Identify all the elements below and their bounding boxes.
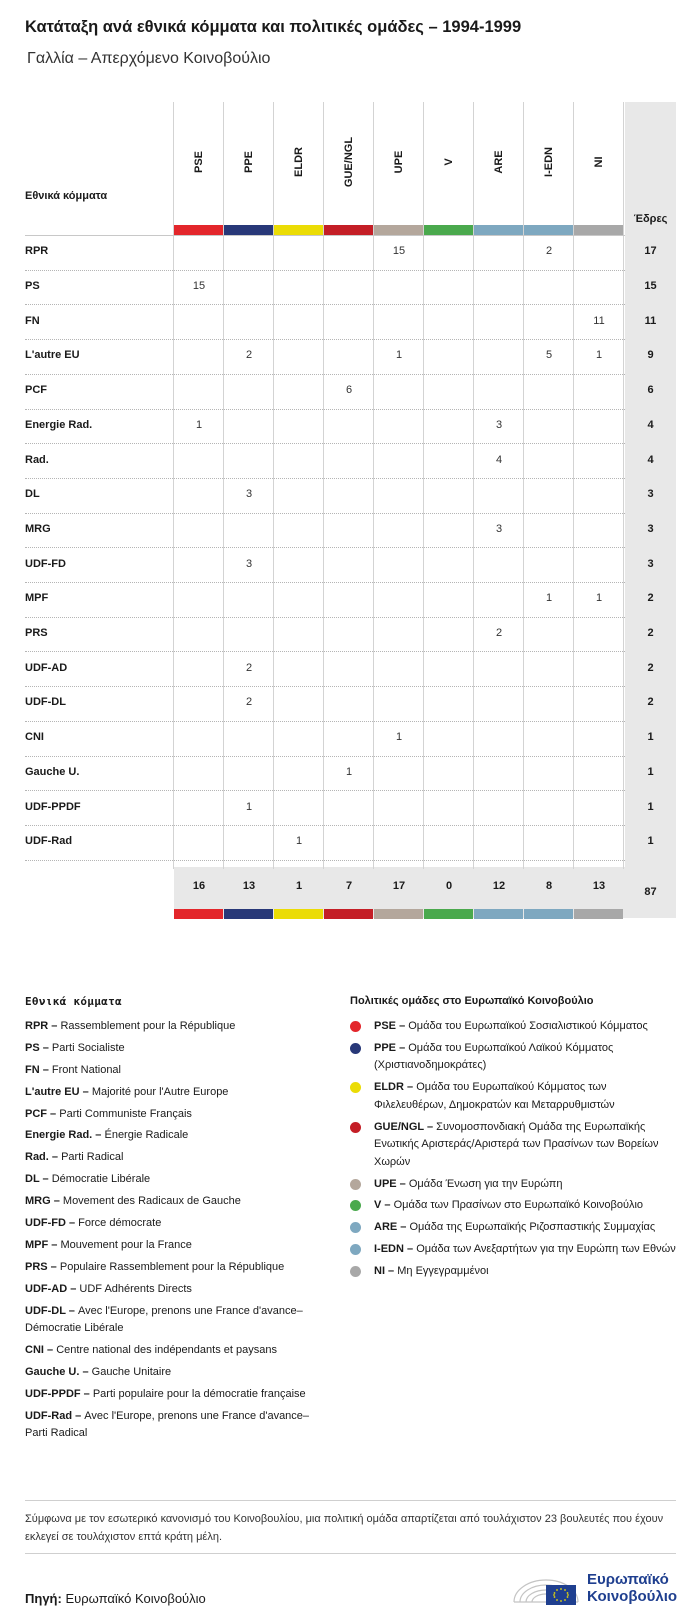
group-header-label: I-EDN	[543, 147, 555, 177]
legend-party-item	[25, 1237, 315, 1255]
legend-group-item	[350, 1263, 680, 1281]
legend-party-name: Gauche Unitaire	[91, 1365, 172, 1378]
legend-group-abbr: UPE –	[374, 1177, 409, 1190]
group-colorbar-bottom	[274, 909, 323, 919]
legend-color-dot-icon	[350, 1122, 361, 1133]
legend-party-item	[25, 1193, 315, 1211]
page-subtitle: Γαλλία – Απερχόμενο Κοινοβούλιο	[27, 50, 271, 67]
row-divider	[25, 686, 625, 687]
row-total: 9	[647, 349, 654, 362]
group-colorbar-top	[474, 225, 523, 235]
group-colorbar-bottom	[424, 909, 473, 919]
legend-color-dot-icon	[350, 1222, 361, 1233]
source-label: Πηγή:	[25, 1591, 62, 1606]
legend-party-name: Mouvement pour la France	[60, 1238, 192, 1251]
logo-line2: Κοινοβούλιο	[587, 1588, 678, 1605]
row-total: 2	[647, 592, 654, 605]
legend-party-name: UDF Adhérents Directs	[79, 1282, 192, 1295]
legend-group-item	[350, 1176, 680, 1194]
legend-party-item	[25, 1215, 315, 1233]
group-colorbar-bottom	[524, 909, 573, 919]
row-divider	[25, 409, 625, 410]
group-header-guengl	[324, 102, 374, 225]
row-total: 1	[647, 800, 654, 813]
divider-top	[25, 1500, 676, 1501]
group-sum: 17	[392, 880, 406, 892]
legend-party-name: Front National	[51, 1063, 121, 1076]
group-header-ppe	[224, 102, 274, 225]
group-colorbar-top	[324, 225, 373, 235]
row-divider	[25, 790, 625, 791]
legend-party-item	[25, 1259, 315, 1277]
legend-party-name: Énergie Radicale	[104, 1129, 189, 1142]
legend-group-abbr: ELDR –	[374, 1081, 417, 1094]
legend-group-item	[350, 1079, 680, 1114]
row-divider	[25, 339, 625, 340]
legend-group-abbr: GUE/NGL –	[374, 1120, 437, 1133]
grand-total: 87	[644, 886, 657, 898]
legend-party-abbr: RPR –	[25, 1020, 61, 1032]
footnote: Σύμφωνα με τον εσωτερικό κανονισμό του Κοινοβουλίου, μια πολιτική ομάδα απαρτίζεται από τουλάχιστον 23 βουλευτές που έχουν εκλεγεί σε τουλάχιστον επτά κράτη μέλη.	[25, 1513, 664, 1543]
table-cell: 2	[245, 661, 253, 674]
group-colorbar-bottom	[474, 909, 523, 919]
table-cell: 2	[245, 349, 253, 362]
eu-flag-icon	[546, 1585, 576, 1605]
table-cell: 1	[345, 765, 353, 778]
table-cell: 2	[495, 627, 503, 640]
row-party-label: PCF	[25, 384, 47, 397]
group-sum: 7	[345, 880, 353, 892]
row-total: 15	[644, 280, 657, 293]
legend-party-item	[25, 1408, 315, 1443]
table-cell: 2	[545, 245, 553, 258]
legend-group-item	[350, 1018, 680, 1036]
legend-party-item	[25, 1040, 315, 1058]
legend-party-abbr: FN –	[25, 1063, 52, 1076]
group-colorbar-top	[424, 225, 473, 235]
row-total: 2	[647, 661, 654, 674]
source	[25, 1591, 206, 1606]
group-header-v	[424, 102, 474, 225]
table-cell: 1	[395, 731, 403, 744]
legend-party-name: Populaire Rassemblement pour la République	[59, 1260, 285, 1273]
legend-color-dot-icon	[350, 1021, 361, 1032]
legend-group-name: Ομάδα του Ευρωπαϊκού Κόμματος των Φιλελευθέρων, Δημοκρατών και Μεταρρυθμιστών	[374, 1081, 615, 1111]
page-title: Κατάταξη ανά εθνικά κόμματα και πολιτικές ομάδες – 1994-1999	[25, 18, 522, 36]
row-party-label: PS	[25, 280, 40, 293]
table-cell: 6	[345, 384, 353, 397]
legend-party-abbr: UDF-Rad –	[25, 1409, 85, 1422]
group-header-label: PSE	[193, 150, 205, 174]
row-party-label: RPR	[25, 245, 49, 258]
row-party-label: UDF-AD	[25, 661, 68, 674]
group-sum: 12	[492, 880, 506, 892]
row-party-label: MPF	[25, 592, 49, 605]
group-colorbar-top	[574, 225, 623, 235]
legend-group-name: Ομάδα του Ευρωπαϊκού Λαϊκού Κόμματος (Χριστιανοδημοκράτες)	[374, 1041, 614, 1072]
group-sum: 16	[192, 880, 206, 892]
legend-party-item	[25, 1342, 315, 1360]
legend-color-dot-icon	[350, 1179, 361, 1190]
group-colorbar-bottom	[374, 909, 423, 919]
group-header-label: V	[443, 158, 455, 166]
group-header-are	[474, 102, 524, 225]
legend-color-dot-icon	[350, 1082, 361, 1093]
table-cell: 3	[245, 488, 253, 501]
legend-group-name: Ομάδα της Ευρωπαϊκής Ριζοσπαστικής Συμμαχίας	[409, 1221, 656, 1234]
row-total: 2	[647, 696, 654, 709]
divider-bottom	[25, 1553, 676, 1554]
row-divider	[25, 235, 625, 236]
legend-party-name: Avec l'Europe, prenons une France d'avance– Démocratie Libérale	[25, 1304, 303, 1335]
group-colorbar-top	[274, 225, 323, 235]
legend-group-name: Ομάδα των Πρασίνων στο Ευρωπαϊκό Κοινοβούλιο	[393, 1199, 644, 1212]
row-divider	[25, 443, 625, 444]
row-divider	[25, 721, 625, 722]
group-colorbar-bottom	[224, 909, 273, 919]
legend-party-item	[25, 1018, 315, 1036]
table-cell: 1	[195, 418, 203, 431]
legend-party-abbr: L'autre EU –	[25, 1085, 92, 1098]
legend-group-name: Ομάδα των Ανεξαρτήτων για την Ευρώπη των Εθνών	[416, 1243, 676, 1256]
row-party-label: MRG	[25, 522, 51, 535]
row-divider	[25, 582, 625, 583]
legend-group-abbr: V –	[374, 1199, 394, 1212]
legend-party-abbr: MRG –	[25, 1195, 63, 1208]
row-total: 3	[647, 522, 654, 535]
row-divider	[25, 651, 625, 652]
group-colorbar-top	[524, 225, 573, 235]
header-seats: Έδρες	[633, 213, 668, 225]
row-party-label: PRS	[25, 627, 48, 640]
table-cell: 3	[495, 522, 503, 535]
legend-color-dot-icon	[350, 1200, 361, 1211]
row-total: 4	[647, 418, 654, 431]
row-party-label: Gauche U.	[25, 765, 80, 778]
row-party-label: UDF-Rad	[25, 835, 73, 848]
row-party-label: L'autre EU	[25, 349, 80, 362]
legend-groups	[350, 1018, 680, 1285]
table-cell: 1	[595, 592, 603, 605]
row-total: 4	[647, 453, 654, 466]
table-cell: 3	[245, 557, 253, 570]
source-value: Ευρωπαϊκό Κοινοβούλιο	[65, 1591, 206, 1606]
row-total: 1	[647, 835, 654, 848]
legend-party-abbr: Energie Rad. –	[25, 1129, 105, 1142]
table-cell: 2	[245, 696, 253, 709]
legend-group-item	[350, 1241, 680, 1259]
group-header-iedn	[524, 102, 574, 225]
group-header-upe	[374, 102, 424, 225]
row-total: 11	[644, 314, 657, 327]
legend-group-abbr: NI –	[374, 1265, 398, 1278]
group-colorbar-top	[374, 225, 423, 235]
row-total: 3	[647, 488, 654, 501]
row-total: 2	[647, 627, 654, 640]
group-colorbar-bottom	[574, 909, 623, 919]
row-total: 1	[647, 731, 654, 744]
group-colorbar-top	[224, 225, 273, 235]
legend-party-item	[25, 1281, 315, 1299]
legend-party-abbr: Rad. –	[25, 1151, 62, 1164]
group-header-pse	[174, 102, 224, 225]
group-header-ni	[574, 102, 624, 225]
group-header-eldr	[274, 102, 324, 225]
row-party-label: UDF-FD	[25, 557, 66, 570]
row-total: 6	[647, 384, 654, 397]
legend-group-abbr: ARE –	[374, 1221, 410, 1234]
row-total: 17	[644, 245, 657, 258]
legend-party-name: Force démocrate	[78, 1217, 162, 1230]
legend-group-name: Μη Εγγεγραμμένοι	[397, 1265, 489, 1278]
header-national-parties: Εθνικά κόμματα	[25, 190, 108, 202]
legend-party-abbr: UDF-FD –	[25, 1217, 79, 1230]
group-sum: 13	[592, 880, 606, 892]
table-cell: 1	[395, 349, 403, 362]
legend-party-abbr: PCF –	[25, 1107, 60, 1120]
table-cell: 1	[295, 835, 303, 848]
row-party-label: Energie Rad.	[25, 418, 93, 431]
group-header-label: PPE	[243, 150, 255, 174]
legend-party-abbr: PS –	[25, 1041, 52, 1054]
group-colorbar-bottom	[174, 909, 223, 919]
table-cell: 3	[495, 418, 503, 431]
legend-party-abbr: DL –	[25, 1173, 52, 1186]
legend-party-name: Centre national des indépendants et paysans	[56, 1343, 277, 1356]
legend-party-name: Movement des Radicaux de Gauche	[62, 1195, 241, 1208]
group-header-label: ELDR	[293, 147, 305, 177]
table-cell: 5	[545, 349, 553, 362]
legend-parties	[25, 1018, 315, 1447]
table-cell: 4	[495, 453, 503, 466]
legend-color-dot-icon	[350, 1043, 361, 1054]
group-sum: 13	[242, 880, 256, 892]
row-divider	[25, 547, 625, 548]
logo-line1: Ευρωπαϊκό	[587, 1571, 669, 1588]
legend-groups-title: Πολιτικές ομάδες στο Ευρωπαϊκό Κοινοβούλιο	[350, 995, 594, 1007]
legend-party-name: Parti Socialiste	[51, 1041, 125, 1054]
row-divider	[25, 825, 625, 826]
legend-group-item	[350, 1040, 680, 1075]
row-divider	[25, 374, 625, 375]
legend-party-item	[25, 1062, 315, 1080]
legend-party-abbr: UDF-PPDF –	[25, 1387, 93, 1400]
table-cell: 1	[245, 800, 253, 813]
logo-text	[587, 1571, 677, 1605]
group-sum: 8	[545, 880, 553, 892]
table-cell: 1	[595, 349, 603, 362]
legend-party-item	[25, 1386, 315, 1404]
table-cell: 11	[593, 314, 605, 327]
legend-parties-title: Εθνικά κόμματα	[25, 995, 122, 1008]
row-divider	[25, 756, 625, 757]
legend-group-name: Ομάδα του Ευρωπαϊκού Σοσιαλιστικού Κόμματος	[408, 1020, 648, 1032]
legend-party-abbr: CNI –	[25, 1343, 57, 1356]
group-header-label: GUE/NGL	[343, 136, 355, 188]
legend-group-name: Ομάδα Ένωση για την Ευρώπη	[408, 1177, 563, 1190]
legend-color-dot-icon	[350, 1266, 361, 1277]
row-divider	[25, 513, 625, 514]
legend-party-name: Parti Communiste Français	[59, 1107, 192, 1120]
group-header-label: ARE	[493, 150, 505, 174]
legend-party-name: Parti Radical	[61, 1151, 124, 1164]
legend-group-item	[350, 1119, 680, 1172]
legend-group-abbr: PPE –	[374, 1041, 409, 1054]
row-total: 1	[647, 765, 654, 778]
legend-party-name: Rassemblement pour la République	[60, 1020, 236, 1032]
row-party-label: Rad.	[25, 453, 49, 466]
legend-party-item	[25, 1127, 315, 1145]
legend-party-name: Démocratie Libérale	[51, 1173, 151, 1186]
legend-party-abbr: PRS –	[25, 1260, 60, 1273]
group-colorbar-bottom	[324, 909, 373, 919]
group-colorbar-top	[174, 225, 223, 235]
legend-party-item	[25, 1106, 315, 1124]
legend-color-dot-icon	[350, 1244, 361, 1255]
row-party-label: UDF-DL	[25, 696, 66, 709]
legend-party-name: Parti populaire pour la démocratie française	[92, 1387, 306, 1400]
legend-party-abbr: UDF-DL –	[25, 1304, 78, 1317]
legend-party-item	[25, 1303, 315, 1338]
legend-group-abbr: PSE –	[374, 1020, 409, 1032]
legend-party-abbr: UDF-AD –	[25, 1282, 80, 1295]
legend-group-abbr: I-EDN –	[374, 1243, 417, 1256]
row-party-label: CNI	[25, 731, 44, 744]
legend-group-item	[350, 1219, 680, 1237]
row-party-label: FN	[25, 314, 40, 327]
group-header-label: UPE	[393, 150, 405, 174]
legend-party-item	[25, 1149, 315, 1167]
legend-party-abbr: Gauche U. –	[25, 1365, 92, 1378]
legend-party-abbr: MPF –	[25, 1238, 61, 1251]
group-header-label: NI	[593, 156, 605, 168]
row-divider	[25, 478, 625, 479]
legend-party-item	[25, 1084, 315, 1102]
row-divider	[25, 617, 625, 618]
table-cell: 15	[192, 280, 206, 293]
row-divider	[25, 270, 625, 271]
legend-party-item	[25, 1171, 315, 1189]
legend-party-name: Avec l'Europe, prenons une France d'avance–Parti Radical	[25, 1409, 310, 1440]
table-cell: 1	[545, 592, 553, 605]
table-cell: 15	[392, 245, 406, 258]
legend-party-item	[25, 1364, 315, 1382]
row-divider	[25, 860, 625, 861]
row-divider	[25, 304, 625, 305]
legend-group-name: Συνομοσπονδιακή Ομάδα της Ευρωπαϊκής Ενωτικής Αριστεράς/Αριστερά των Πρασίνων των Βορείων Χωρών	[374, 1120, 659, 1168]
row-party-label: UDF-PPDF	[25, 800, 81, 813]
legend-group-item	[350, 1197, 680, 1215]
group-sum: 1	[295, 880, 303, 892]
legend-party-name: Majorité pour l'Autre Europe	[91, 1085, 229, 1098]
row-total: 3	[647, 557, 654, 570]
row-party-label: DL	[25, 488, 40, 501]
group-sum: 0	[445, 880, 453, 892]
